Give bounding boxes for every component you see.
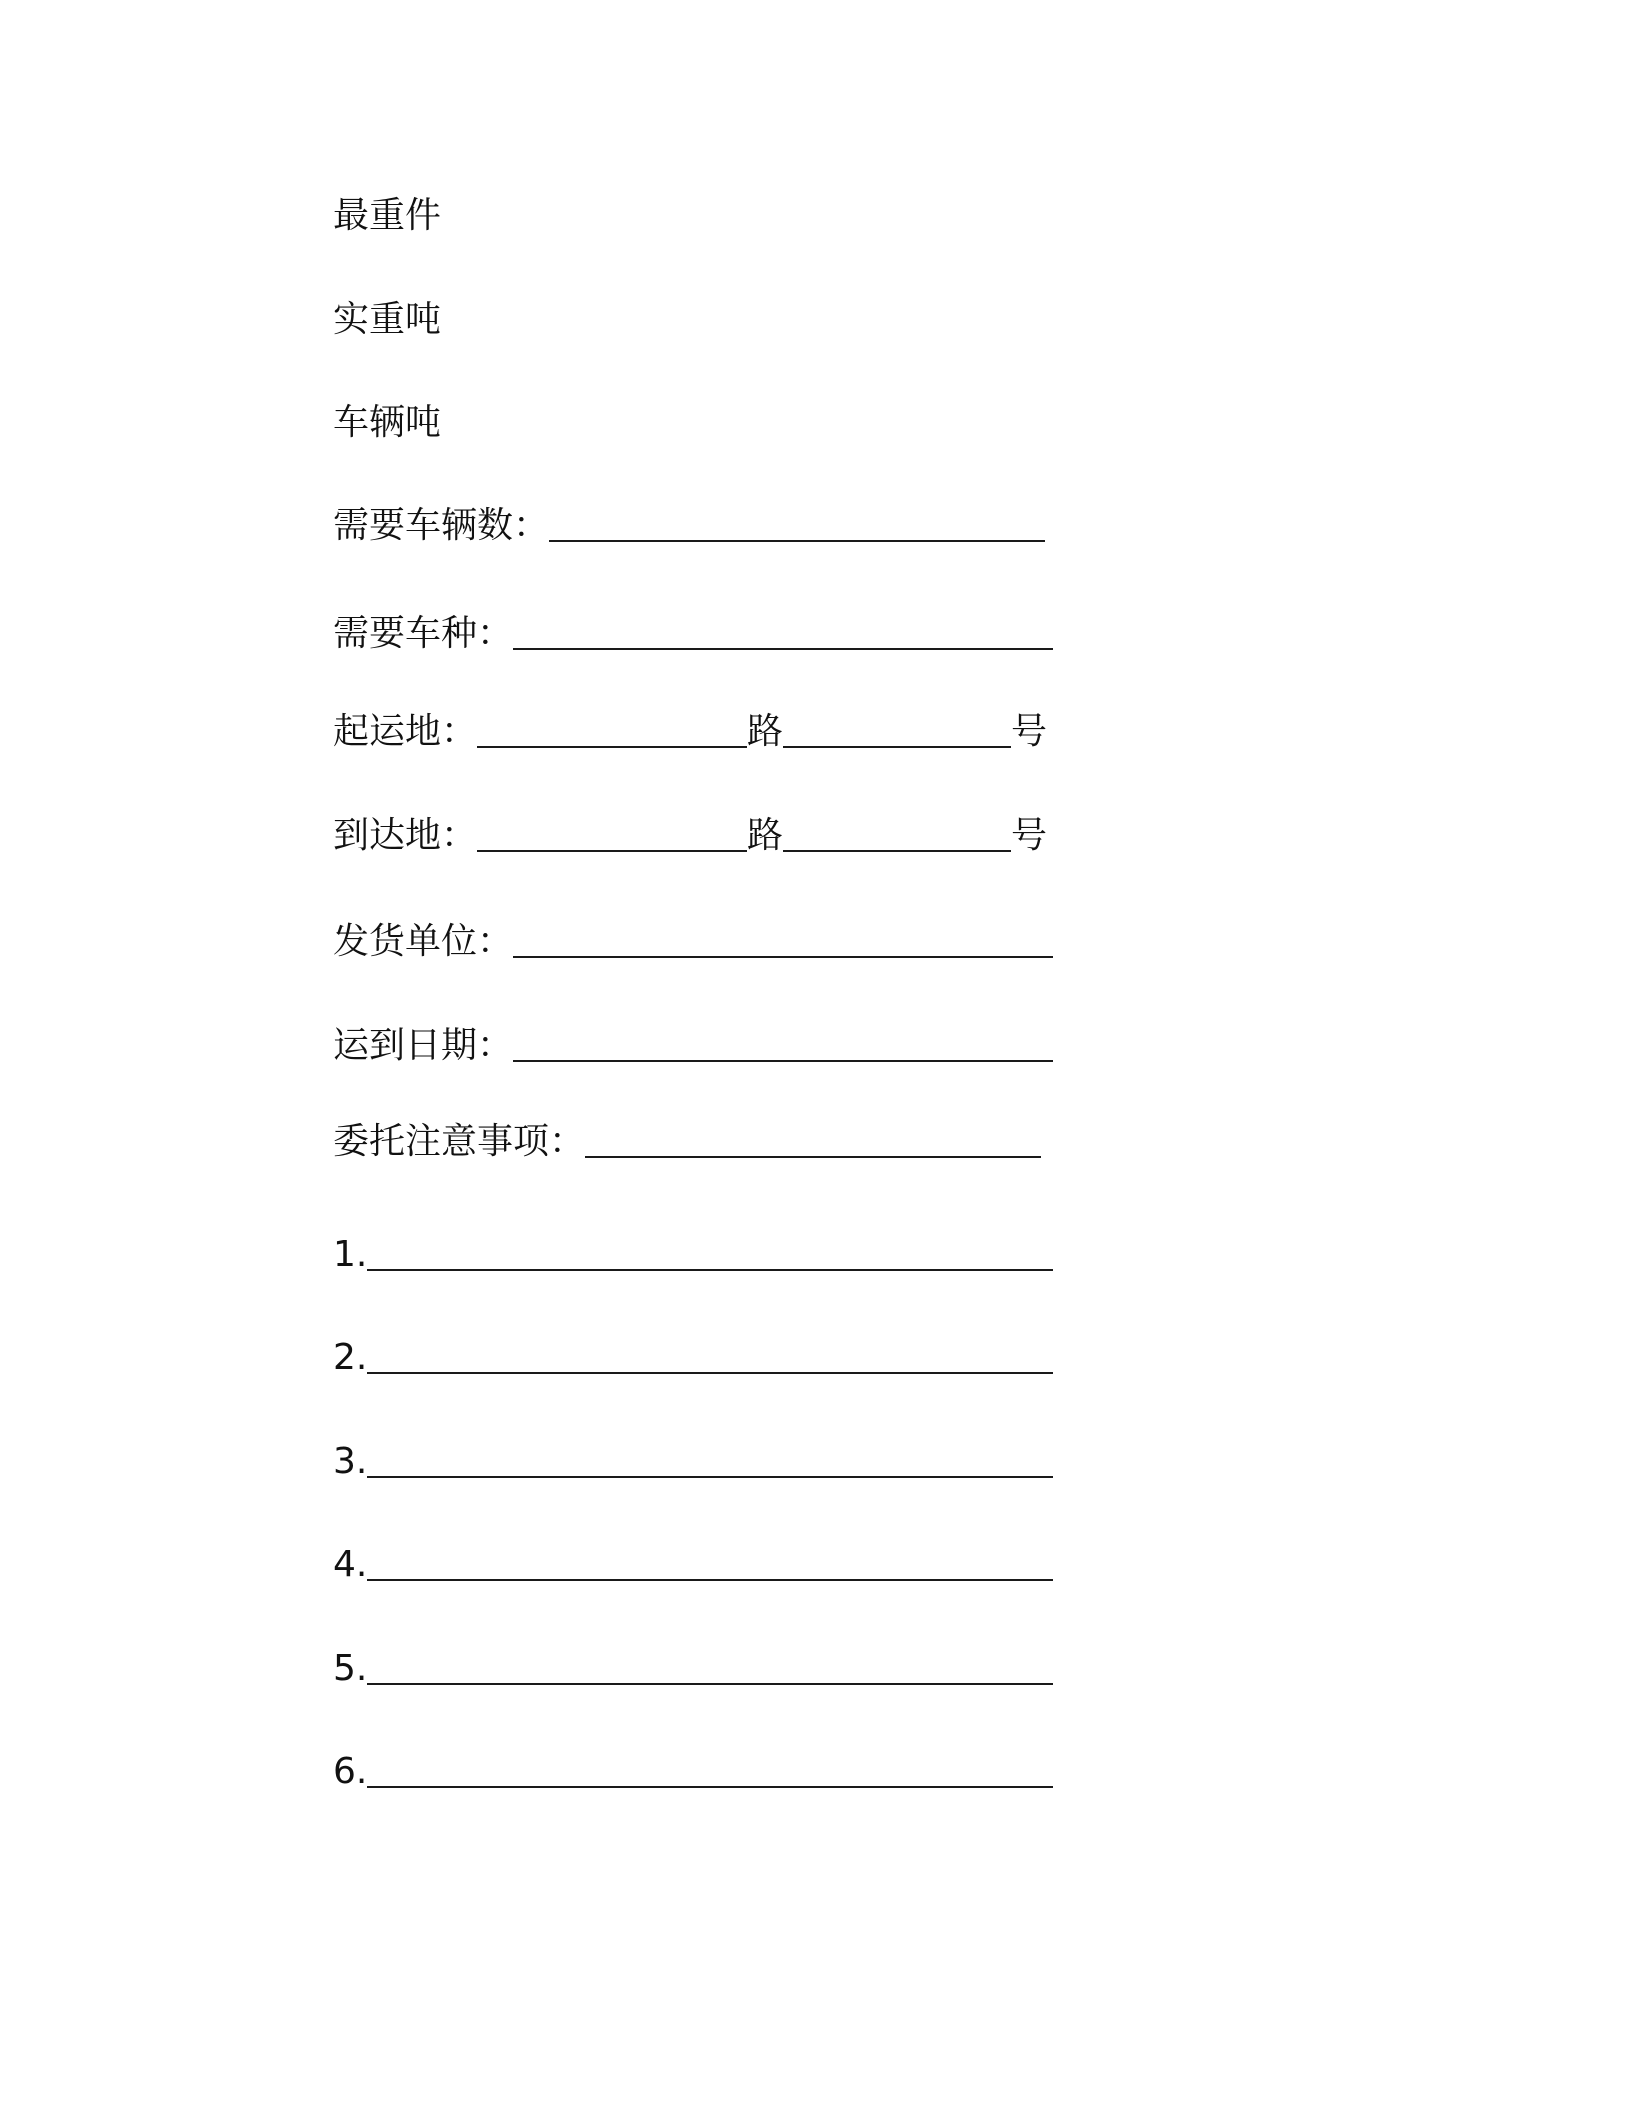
note-item-blank[interactable] xyxy=(367,1786,1053,1788)
notes-blank[interactable] xyxy=(585,1156,1041,1158)
note-item-5 xyxy=(333,1643,1053,1695)
shipper-blank[interactable] xyxy=(513,956,1053,958)
vehicle-type-line xyxy=(333,608,1053,660)
origin-number-label: 号 xyxy=(1011,711,1048,752)
note-item-number: 6. xyxy=(333,1751,368,1792)
destination-road-label: 路 xyxy=(747,815,784,856)
vehicle-tonnage-label: 车辆吨 xyxy=(333,402,442,443)
note-item-1 xyxy=(333,1229,1053,1281)
note-item-number: 4. xyxy=(333,1544,368,1585)
note-item-number: 1. xyxy=(333,1234,368,1275)
vehicle-tonnage-line xyxy=(333,397,441,449)
shipper-line xyxy=(333,916,1053,968)
notes-line xyxy=(333,1116,1041,1168)
heaviest-piece-line xyxy=(333,190,441,242)
origin-road-blank[interactable] xyxy=(783,746,1011,748)
arrival-date-label: 运到日期： xyxy=(333,1025,514,1066)
note-item-number: 2. xyxy=(333,1337,368,1378)
arrival-date-blank[interactable] xyxy=(513,1060,1053,1062)
note-item-blank[interactable] xyxy=(367,1269,1053,1271)
vehicle-type-label: 需要车种： xyxy=(333,613,514,654)
destination-number-label: 号 xyxy=(1011,815,1048,856)
destination-line xyxy=(333,810,1047,862)
origin-road-label: 路 xyxy=(747,711,784,752)
note-item-number: 5. xyxy=(333,1648,368,1689)
note-item-blank[interactable] xyxy=(367,1476,1053,1478)
destination-city-blank[interactable] xyxy=(477,850,747,852)
note-item-6 xyxy=(333,1746,1053,1798)
origin-label: 起运地： xyxy=(333,711,478,752)
actual-weight-label: 实重吨 xyxy=(333,299,442,340)
note-item-3 xyxy=(333,1436,1053,1488)
notes-label: 委托注意事项： xyxy=(333,1121,586,1162)
note-item-blank[interactable] xyxy=(367,1683,1053,1685)
shipper-label: 发货单位： xyxy=(333,921,514,962)
vehicle-type-blank[interactable] xyxy=(513,648,1053,650)
note-item-number: 3. xyxy=(333,1441,368,1482)
note-item-blank[interactable] xyxy=(367,1579,1053,1581)
note-item-2 xyxy=(333,1332,1053,1384)
note-item-blank[interactable] xyxy=(367,1372,1053,1374)
heaviest-piece-label: 最重件 xyxy=(333,195,442,236)
vehicles-needed-label: 需要车辆数： xyxy=(333,505,550,546)
origin-city-blank[interactable] xyxy=(477,746,747,748)
destination-road-blank[interactable] xyxy=(783,850,1011,852)
arrival-date-line xyxy=(333,1020,1053,1072)
destination-label: 到达地： xyxy=(333,815,478,856)
actual-weight-line xyxy=(333,294,441,346)
vehicles-needed-blank[interactable] xyxy=(549,540,1045,542)
vehicles-needed-line xyxy=(333,500,1045,552)
origin-line xyxy=(333,706,1047,758)
note-item-4 xyxy=(333,1539,1053,1591)
